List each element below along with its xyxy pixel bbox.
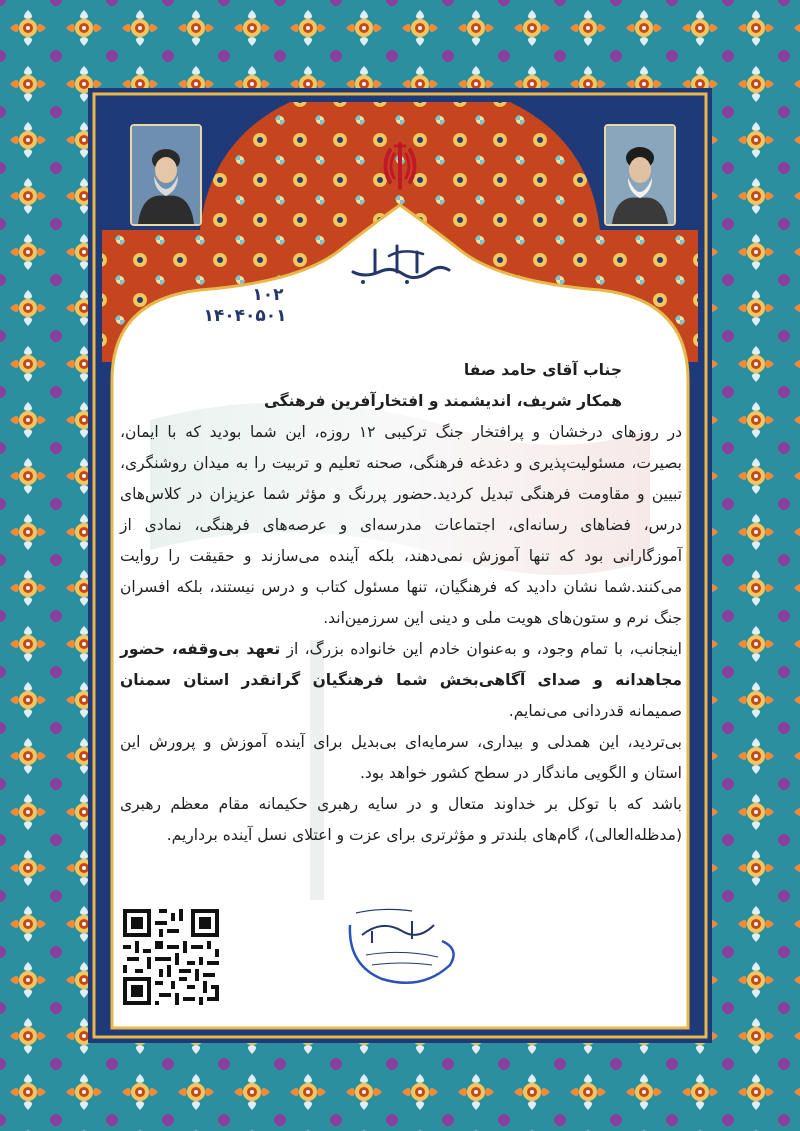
para2-end: صمیمانه قدردانی می‌نمایم. bbox=[508, 702, 682, 720]
letter-body bbox=[120, 355, 682, 851]
body-paragraph-4: باشد که با توکل بر خداوند متعال و در سایه رهبری حکیمانه مقام معظم رهبری (مدظله‌العالی)، گام‌های بلندتر و مؤثرتری برای عزت و اعتلای نسل آینده برداریم. bbox=[120, 795, 682, 844]
qr-code-icon bbox=[119, 905, 223, 1009]
addressee-name: جناب آقای حامد صفا bbox=[463, 361, 622, 379]
body-paragraph-1: در روزهای درخشان و پرافتخار جنگ ترکیبی ۱۲ روزه، این شما بودید که با ایمان، بصیرت، مسئولیت‌پذیری و دغدغه فرهنگی، صحنه تعلیم و تربیت را به میدان روشنگری، تبیین و مقاومت فرهنگی تبدیل کردید.حضور پررنگ و مؤثر شما عزیزان در کلاس‌های درس، فضاهای رسانه‌ای، اجتماعات مدرسه‌ای و عرصه‌های فرهنگی، نمادی از آموزگارانی بود که تنها آموزش نمی‌دهند، بلکه آینده می‌سازند و حقیقت را روایت می‌کنند.شما نشان دادید که فرهنگیان، تنها مسئول کتاب و درس نیستند، بلکه افسران جنگ نرم و ستون‌های هویت ملی و دینی این سرزمین‌اند. bbox=[120, 423, 682, 627]
signature-stamp-icon bbox=[342, 895, 462, 995]
body-paragraph-2 bbox=[120, 634, 682, 727]
para2-bold: تعهد بی‌وقفه، حضور مجاهدانه و صدای آگاهی‌بخش شما فرهنگیان گرانقدر استان سمنان bbox=[120, 640, 682, 689]
letter-date: ۱۴۰۴۰۵۰۱ bbox=[203, 306, 287, 326]
leader-portrait-left bbox=[130, 124, 202, 226]
letter-number: ۱۰۲ bbox=[252, 285, 284, 305]
body-paragraph-3: بی‌تردید، این همدلی و بیداری، سرمایه‌ای بی‌بدیل برای آینده آموزش و پرورش این استان و الگویی ماندگار در سطح کشور خواهد بود. bbox=[120, 733, 682, 782]
iran-emblem-icon bbox=[377, 140, 423, 192]
leader-portrait-right bbox=[604, 124, 676, 226]
para2-start: اینجانب، با تمام وجود، و به‌عنوان خادم این خانواده بزرگ، از bbox=[280, 640, 682, 658]
bismillah-calligraphy bbox=[345, 238, 455, 288]
addressee-title: همکار شریف، اندیشمند و افتخارآفرین فرهنگی bbox=[263, 392, 622, 410]
